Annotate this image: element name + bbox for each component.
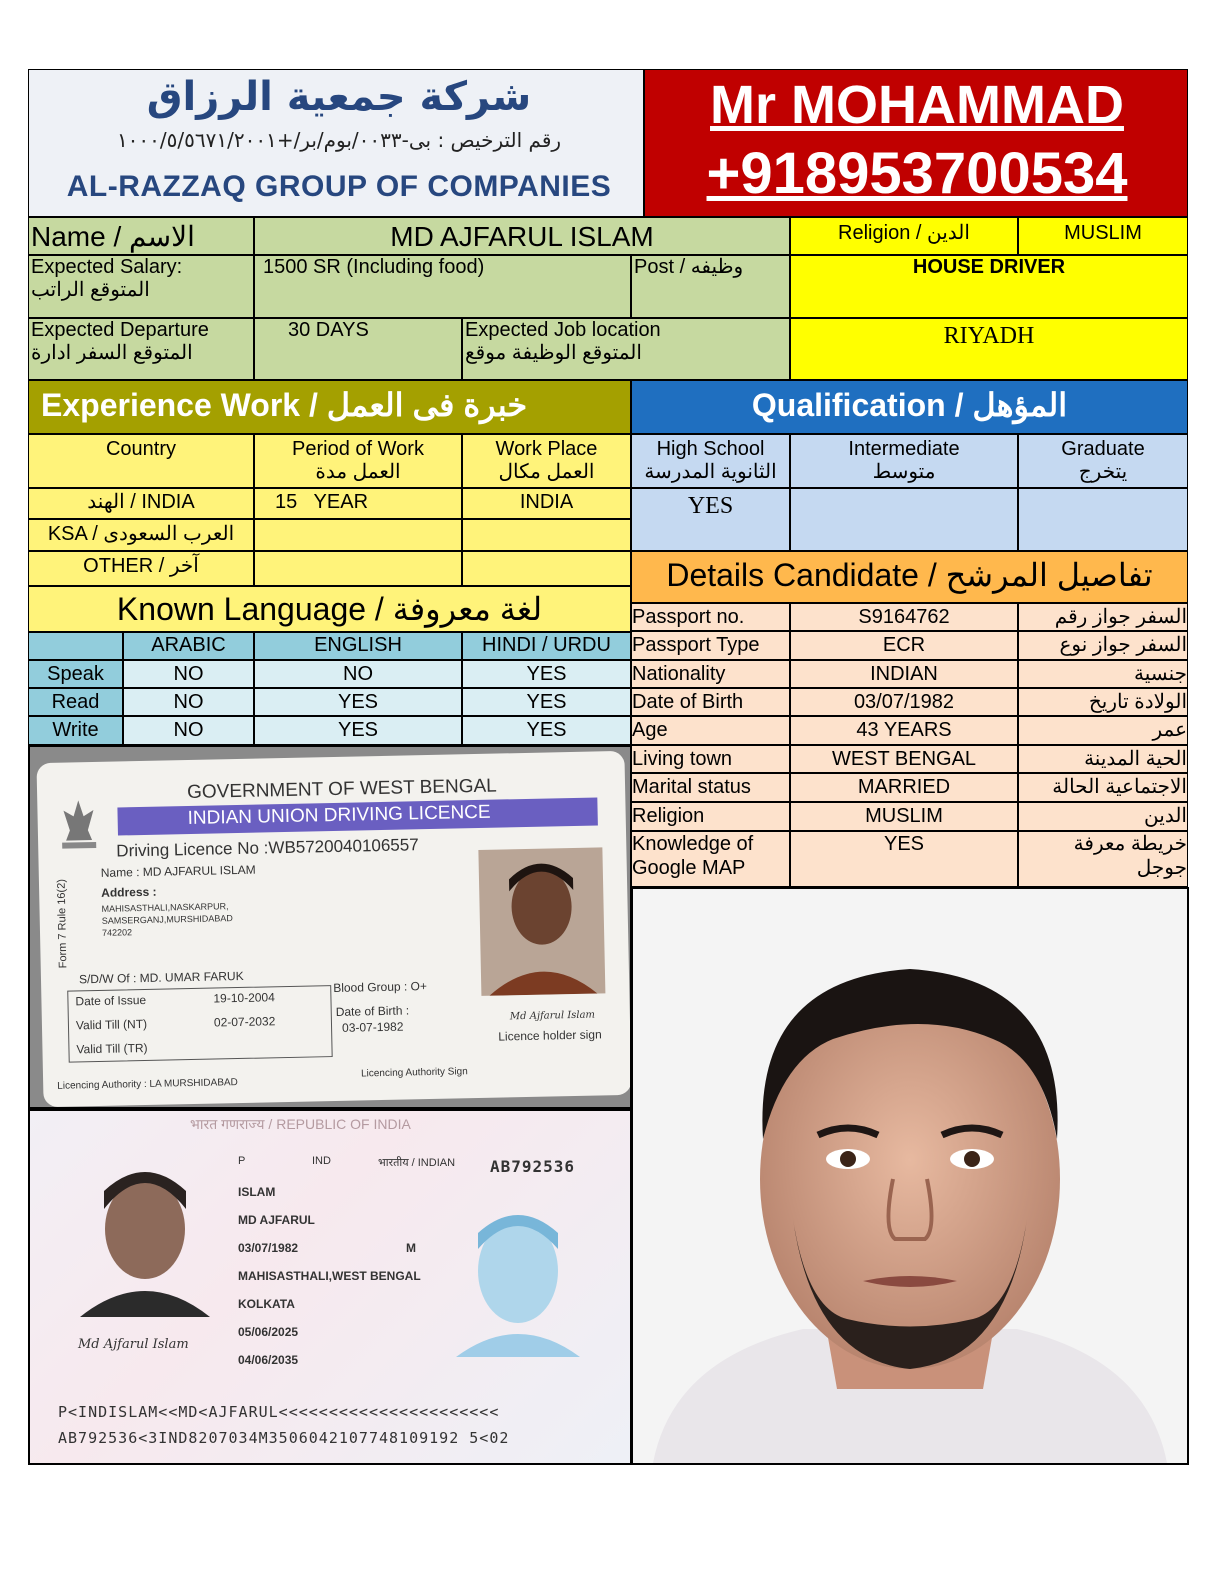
licence-sdw: S/D/W Of : MD. UMAR FARUK (78, 968, 244, 987)
qualification-header-intermediate-en: Intermediate (848, 438, 960, 460)
qualification-header-graduate-en: Graduate (1061, 438, 1145, 460)
passport-expiry-date: 04/06/2035 (238, 1353, 299, 1367)
language-value: NO (254, 660, 462, 688)
experience-row-place (462, 519, 631, 551)
departure-label-ar: المتوقع السفر ادارة (31, 342, 193, 364)
salary-value: 1500 SR (Including food) (254, 255, 631, 318)
licence-holder-photo (478, 847, 605, 996)
details-label: Nationality (631, 660, 790, 688)
experience-row-country: OTHER / آخر (28, 551, 254, 586)
experience-row-place (462, 551, 631, 586)
company-logo-panel (28, 69, 644, 217)
passport-mrz-line: P<INDISLAM<<MD<AJFARUL<<<<<<<<<<<<<<<<<<<<<< (58, 1403, 500, 1421)
details-value: 03/07/1982 (790, 688, 1018, 716)
language-corner (28, 632, 123, 660)
licence-header-title: INDIAN UNION DRIVING LICENCE (187, 801, 491, 830)
experience-header-period (254, 434, 462, 488)
passport-image (28, 1109, 632, 1465)
religion-value: MUSLIM (1018, 217, 1188, 255)
experience-header-period-ar: العمل مدة (315, 461, 401, 483)
experience-header-place (462, 434, 631, 488)
experience-header-period-en: Period of Work (292, 438, 424, 460)
details-value: MUSLIM (790, 802, 1018, 831)
passport-issue-place: KOLKATA (238, 1297, 295, 1311)
passport-mrz-line: AB792536<3IND8207034M3506042107748109192 5<02 (58, 1429, 510, 1447)
details-label: Marital status (631, 773, 790, 802)
details-value: WEST BENGAL (790, 745, 1018, 773)
licence-address-label: Address : (101, 884, 157, 900)
passport-dob: 03/07/1982 (238, 1241, 299, 1255)
language-value: YES (462, 688, 631, 716)
experience-header-country (28, 434, 254, 488)
licence-name: Name : MD AJFARUL ISLAM (100, 862, 256, 880)
licence-issue-label: Date of Issue (75, 992, 147, 1009)
candidate-portrait (631, 887, 1189, 1465)
departure-label-en: Expected Departure (31, 319, 209, 341)
qualification-header-highschool (631, 434, 790, 488)
experience-row-country: KSA / العرب السعودى (28, 519, 254, 551)
salary-label-ar: المتوقع الراتب (31, 279, 150, 301)
details-label: Date of Birth (631, 688, 790, 716)
licence-signature: Md Ajfarul Islam (509, 1009, 596, 1023)
details-label-arabic: خريطة معرفة جوجل (1018, 831, 1188, 887)
licence-dob-value: 03-07-1982 (341, 1019, 404, 1035)
passport-sex: M (406, 1241, 416, 1255)
company-english-name: AL-RAZZAQ GROUP OF COMPANIES (66, 170, 612, 203)
licence-card (36, 751, 631, 1107)
passport-ghost-photo (448, 1187, 588, 1357)
language-value: YES (462, 716, 631, 745)
details-label: Living town (631, 745, 790, 773)
language-value: NO (123, 688, 254, 716)
post-value: HOUSE DRIVER (790, 255, 1188, 318)
licence-issue-value: 19-10-2004 (213, 990, 275, 1006)
language-title: Known Language / لغة معروفة (28, 586, 631, 632)
company-license-line: رقم الترخيص : بى-٠٠٣٣/بوم/بر/+١٠٠٠/٥/٥٦٧١/٢٠٠١ (116, 128, 562, 152)
passport-issue-date: 05/06/2025 (238, 1325, 299, 1339)
passport-signature: Md Ajfarul Islam (78, 1337, 189, 1352)
salary-label-en: Expected Salary: (31, 256, 183, 278)
experience-row-period (254, 519, 462, 551)
emblem-icon (53, 790, 104, 857)
religion-label: Religion / الدين (790, 217, 1018, 255)
location-value: RIYADH (790, 318, 1188, 380)
licence-form-rule: Form 7 Rule 16(2) (55, 878, 70, 969)
company-arabic-name: شركة جمعية الرزاق (146, 74, 532, 120)
departure-label (28, 318, 254, 380)
language-value: YES (254, 688, 462, 716)
location-label-ar: المتوقع الوظيفة موقع (465, 342, 642, 364)
experience-row-place: INDIA (462, 488, 631, 519)
licence-address-line: MAHISASTHALI,NASKARPUR, (101, 901, 229, 914)
licence-authority: Licencing Authority : LA MURSHIDABAD (57, 1077, 238, 1092)
qualification-intermediate-value (790, 488, 1018, 551)
passport-nationality: भारतीय / INDIAN (378, 1157, 456, 1169)
language-col-hindi-urdu: HINDI / URDU (462, 632, 631, 660)
agent-phone: +918953700534 (706, 141, 1128, 206)
language-row-label-speak: Speak (28, 660, 123, 688)
language-col-english: ENGLISH (254, 632, 462, 660)
licence-address-line: 742202 (101, 927, 133, 938)
agent-contact-panel (644, 69, 1188, 217)
details-value: YES (790, 831, 1018, 887)
details-label: Knowledge of Google MAP (631, 831, 790, 887)
name-value: MD AJFARUL ISLAM (254, 217, 790, 255)
details-label-arabic: السفر جواز رقم (1018, 603, 1188, 631)
post-label: Post / وظيفه (631, 255, 790, 318)
licence-holder-sign-label: Licence holder sign (498, 1027, 602, 1044)
language-row-label-write: Write (28, 716, 123, 745)
passport-given-names: MD AJFARUL (238, 1213, 315, 1227)
licence-number: Driving Licence No :WB5720040106557 (116, 835, 419, 861)
qualification-header-graduate (1018, 434, 1188, 488)
details-value: INDIAN (790, 660, 1018, 688)
language-value: NO (123, 660, 254, 688)
experience-header-place-en: Work Place (495, 438, 598, 460)
details-label: Passport Type (631, 631, 790, 660)
details-value: ECR (790, 631, 1018, 660)
location-label (462, 318, 790, 380)
salary-label (28, 255, 254, 318)
qualification-header-intermediate-ar: متوسط (872, 461, 936, 483)
agent-name: Mr MOHAMMAD (710, 75, 1124, 135)
experience-row-period (254, 551, 462, 586)
passport-birthplace: MAHISASTHALI,WEST BENGAL (238, 1269, 421, 1283)
details-label-arabic: جنسية (1018, 660, 1188, 688)
language-value: YES (254, 716, 462, 745)
details-title: Details Candidate / تفاصيل المرشح (631, 551, 1188, 603)
qualification-title: Qualification / المؤهل (631, 380, 1188, 434)
experience-header-place-ar: العمل مكال (498, 461, 595, 483)
qualification-highschool-value: YES (631, 488, 790, 551)
licence-dob-label: Date of Birth : (335, 1003, 410, 1019)
details-value: MARRIED (790, 773, 1018, 802)
licence-nt-value: 02-07-2032 (213, 1014, 276, 1030)
qualification-header-intermediate (790, 434, 1018, 488)
licence-blood-group: Blood Group : O+ (333, 979, 428, 996)
language-value: NO (123, 716, 254, 745)
licence-authority-sign: Licencing Authority Sign (360, 1066, 468, 1080)
language-row-label-read: Read (28, 688, 123, 716)
passport-country-code: IND (312, 1155, 331, 1167)
details-label-arabic: الدين (1018, 802, 1188, 831)
name-label: Name / الاسم (28, 217, 254, 255)
details-label: Age (631, 716, 790, 745)
qualification-header-highschool-ar: الثانوية المدرسة (644, 461, 777, 483)
details-label-arabic: السفر جواز نوع (1018, 631, 1188, 660)
details-value: S9164762 (790, 603, 1018, 631)
details-label: Religion (631, 802, 790, 831)
details-label-arabic: عمر (1018, 716, 1188, 745)
details-label: Passport no. (631, 603, 790, 631)
details-label-arabic: الحية المدينة (1018, 745, 1188, 773)
language-col-arabic: ARABIC (123, 632, 254, 660)
details-label-arabic: الاجتماعية الحالة (1018, 773, 1188, 802)
departure-value: 30 DAYS (254, 318, 462, 380)
experience-title: Experience Work / خبرة فى العمل (28, 380, 631, 434)
qualification-header-graduate-ar: يتخرج (1078, 461, 1128, 483)
experience-header-country-en: Country (105, 438, 177, 460)
passport-type: P (238, 1155, 246, 1167)
passport-surname: ISLAM (238, 1185, 276, 1199)
passport-holder-photo (70, 1147, 220, 1317)
language-value: YES (462, 660, 631, 688)
details-value: 43 YEARS (790, 716, 1018, 745)
qualification-graduate-value (1018, 488, 1188, 551)
experience-row-country: الهند / INDIA (28, 488, 254, 519)
passport-number: AB792536 (490, 1157, 576, 1176)
qualification-header-highschool-en: High School (656, 438, 765, 460)
experience-row-period: 15 YEAR (254, 488, 462, 519)
driving-licence-image (28, 745, 632, 1109)
licence-tr-label: Valid Till (TR) (76, 1040, 148, 1057)
licence-header-government: GOVERNMENT OF WEST BENGAL (186, 775, 497, 804)
licence-nt-label: Valid Till (NT) (75, 1016, 148, 1033)
location-label-en: Expected Job location (465, 319, 661, 341)
licence-address-line: SAMSERGANJ,MURSHIDABAD (101, 913, 233, 926)
details-label-arabic: الولادة تاريخ (1018, 688, 1188, 716)
passport-header: भारत गणराज्य / REPUBLIC OF INDIA (190, 1116, 411, 1132)
